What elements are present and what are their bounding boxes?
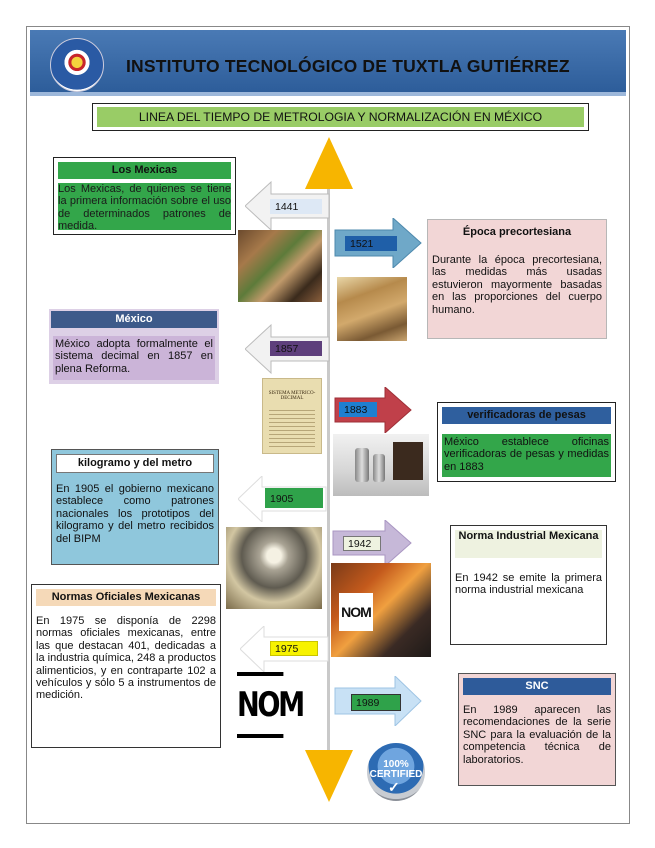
event-card-norma-industrial — [450, 525, 607, 645]
event-card-precortesiana — [427, 219, 607, 339]
event-text: En 1905 el gobierno mexicano establece como patrones nacionales los prototipos del kilogramo y del metro recibidos del BIPM — [56, 483, 214, 545]
event-title: kilogramo y del metro — [56, 454, 214, 473]
nom-logo-text: NOM — [237, 672, 283, 738]
page-title: INSTITUTO TECNOLÓGICO DE TUXTLA GUTIÉRREZ — [126, 56, 570, 76]
year-label-1942: 1942 — [343, 536, 381, 551]
year-label-1521: 1521 — [345, 236, 397, 251]
year-label-1441: 1441 — [270, 199, 322, 214]
weight-case — [393, 442, 423, 480]
event-text: En 1975 se disponía de 2298 normas oficiales mexicanas, entre las que destacan 401, dedicadas a la industria química, 248 a productos alimenticios, y en contraparte 102 a vehículos y sólo 5 a instrumentos de medición. — [36, 615, 216, 702]
event-title: Época precortesiana — [432, 224, 602, 241]
year-label-1905: 1905 — [265, 488, 323, 508]
nom-sign: NOM — [339, 593, 373, 631]
document-lines — [269, 407, 315, 447]
photo-precortesiana — [337, 277, 407, 341]
checkmark-icon: ✓ — [388, 779, 400, 795]
event-title: SNC — [463, 678, 611, 695]
year-label-1989: 1989 — [351, 694, 401, 711]
event-title: verificadoras de pesas — [442, 407, 611, 424]
photo-nom-worker — [331, 563, 431, 657]
event-card-mexico — [49, 309, 219, 384]
timeline-end-triangle — [305, 750, 353, 802]
year-label-1883: 1883 — [339, 402, 377, 417]
event-text: En 1989 aparecen las recomendaciones de la serie SNC para la evaluación de la competencia técnica de laboratorios. — [463, 704, 611, 766]
event-title: Normas Oficiales Mexicanas — [36, 589, 216, 606]
event-card-snc — [458, 673, 616, 786]
event-card-normas-oficiales — [31, 584, 221, 748]
event-text: México adopta formalmente el sistema decimal en 1857 en plena Reforma. — [53, 336, 215, 380]
event-card-mexicas — [53, 157, 236, 235]
timeline-title: LINEA DEL TIEMPO DE METROLOGIA Y NORMALIZACIÓN EN MÉXICO — [97, 107, 584, 127]
weight-shape — [373, 454, 385, 482]
photo-decree-document — [262, 378, 322, 454]
event-text: En 1942 se emite la primera norma industrial mexicana — [455, 572, 602, 597]
photo-weights — [333, 434, 429, 496]
event-card-kilogramo — [51, 449, 219, 565]
event-text: México establece oficinas verificadoras de pesas y medidas en 1883 — [442, 434, 611, 477]
institute-logo — [50, 38, 104, 92]
subtitle-box — [92, 103, 589, 131]
event-title: Los Mexicas — [58, 162, 231, 179]
event-title: México — [51, 311, 217, 328]
certified-badge-text: 100% CERTIFIED — [369, 759, 423, 780]
event-title: Norma Industrial Mexicana — [455, 530, 602, 558]
event-card-verificadoras — [437, 402, 616, 482]
weight-shape — [355, 448, 369, 482]
photo-mexicas-mural — [238, 230, 322, 302]
event-text: Los Mexicas, de quienes se tiene la primera información sobre el uso de determinados patrones de medida. — [58, 183, 231, 233]
year-label-1975: 1975 — [270, 641, 318, 656]
document-heading: SISTEMA METRICO-DECIMAL — [268, 391, 316, 401]
year-label-1857: 1857 — [270, 341, 322, 356]
nom-logo — [237, 672, 303, 736]
photo-kilogram-prototype — [226, 527, 322, 609]
event-text: Durante la época precortesiana, las medidas más usadas estuvieron mayormente basadas en las proporciones del cuerpo humano. — [432, 254, 602, 316]
